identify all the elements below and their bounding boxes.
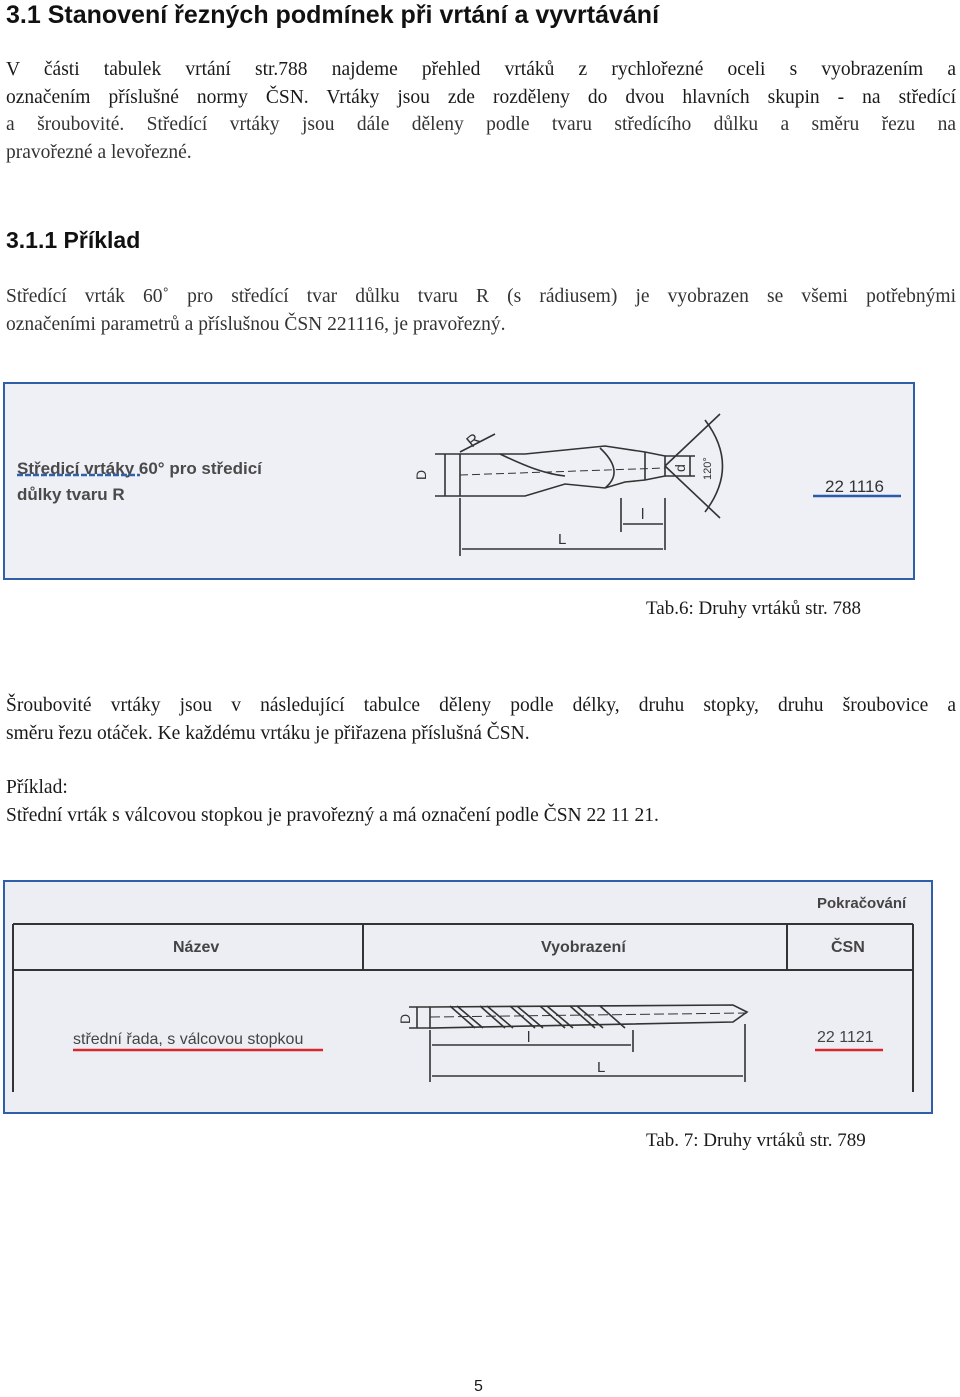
figure1-dim-L: L — [558, 531, 567, 548]
example2-paragraph — [6, 774, 956, 829]
figure-helical-drill — [3, 880, 933, 1114]
example-subheading: 3.1.1 Příklad — [6, 227, 141, 253]
figure2-row-norm: 22 1121 — [817, 1029, 874, 1046]
figure1-dim-d: d — [672, 464, 688, 472]
intro-line-2: označením příslušné normy ČSN. Vrtáky jsou zde rozděleny do dvou hlavních skupin - na středící — [6, 86, 956, 108]
figure-centre-drill — [3, 382, 915, 580]
intro-line-4: pravořezné a levořezné. — [6, 141, 192, 163]
section-heading: 3.1 Stanovení řezných podmínek při vrtání a vyvrtávání — [6, 1, 660, 29]
figure1-dim-D: D — [413, 469, 429, 480]
figure1-label-line1: Středicí vrtáky 60° pro středicí — [17, 459, 262, 478]
intro-line-3: a šroubovité. Středící vrtáky jsou dále děleny podle tvaru středícího důlku a směru řezu na — [6, 114, 956, 135]
page-number: 5 — [474, 1378, 483, 1395]
figure2-caption: Tab. 7: Druhy vrtáků str. 789 — [646, 1130, 866, 1151]
figure1-caption: Tab.6: Druhy vrtáků str. 788 — [646, 598, 862, 619]
helical-line-2: směru řezu otáček. Ke každému vrtáku je přiřazena příslušná ČSN. — [6, 722, 530, 744]
example2-label: Příklad: — [6, 777, 68, 798]
figure1-dim-R: R — [463, 430, 484, 452]
figure2-dim-D: D — [397, 1013, 413, 1024]
figure2-row-name: střední řada, s válcovou stopkou — [73, 1031, 304, 1048]
figure2-col-image: Vyobrazení — [541, 939, 626, 956]
figure2-dim-L: L — [597, 1059, 606, 1076]
helical-paragraph — [6, 692, 956, 747]
figure1-dim-l: l — [641, 506, 645, 523]
figure1-label-line2: důlky tvaru R — [17, 485, 125, 504]
example1-paragraph — [6, 283, 956, 338]
figure1-norm: 22 1116 — [825, 477, 884, 496]
helical-line-1: Šroubovité vrtáky jsou v následující tabulce děleny podle délky, druhu stopky, druhu šroubovice a — [6, 695, 956, 716]
figure2-col-name: Název — [173, 939, 220, 956]
example1-line-2: označeními parametrů a příslušnou ČSN 221116, je pravořezný. — [6, 313, 506, 335]
figure1-angle: 120° — [702, 457, 714, 480]
centre-drill-drawing — [435, 414, 723, 556]
figure2-col-norm: ČSN — [831, 939, 865, 956]
intro-line-1: V části tabulek vrtání str.788 najdeme přehled vrtáků z rychlořezné oceli s vyobrazením a — [6, 59, 956, 80]
intro-paragraph — [6, 56, 956, 166]
figure2-continuation: Pokračování — [817, 895, 907, 912]
figure2-dim-l: l — [527, 1029, 531, 1046]
example1-line-1: Středící vrták 60˚ pro středící tvar důlku tvaru R (s rádiusem) je vyobrazen se všemi potřebnými — [6, 286, 956, 307]
example2-text: Střední vrták s válcovou stopkou je pravořezný a má označení podle ČSN 22 11 21. — [6, 804, 659, 826]
